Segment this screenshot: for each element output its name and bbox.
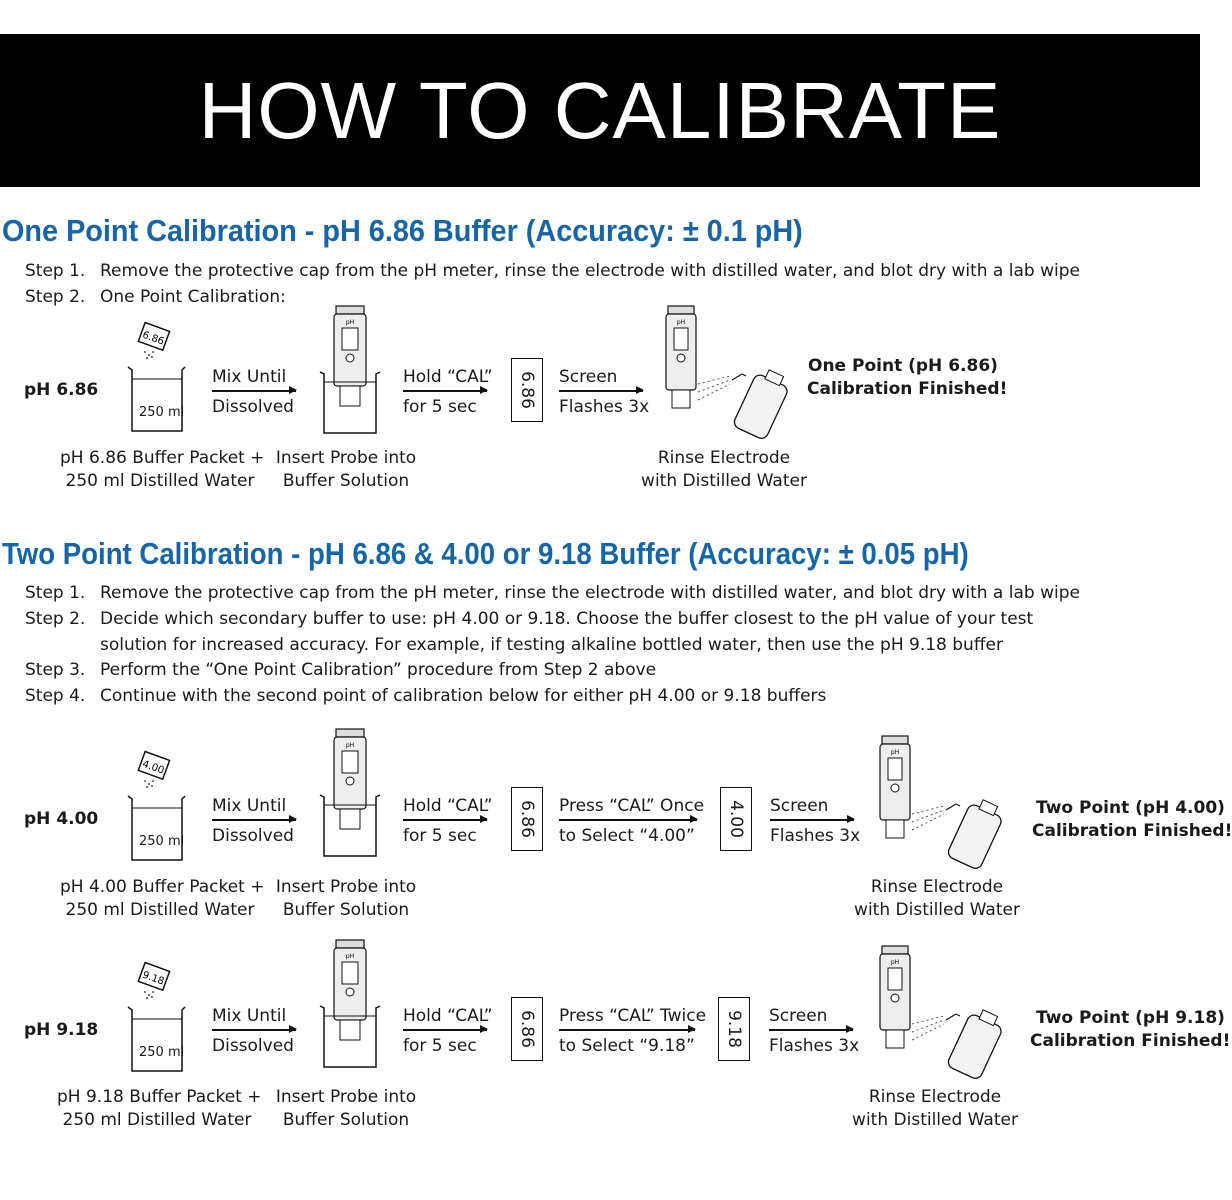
finish-label-2: Calibration Finished!	[1030, 1031, 1231, 1051]
ph-meter-in-beaker-icon	[318, 938, 382, 1070]
one-point-step-2: Step 2. One Point Calibration:	[25, 287, 286, 307]
svg-text:pH: pH	[890, 749, 900, 756]
arrow-right-icon	[403, 1029, 487, 1031]
caption-packet: pH 9.18 Buffer Packet +	[57, 1087, 262, 1107]
ph-meter-in-beaker-icon	[318, 727, 382, 859]
finish-label-2: Calibration Finished!	[807, 379, 1008, 399]
two-point-heading: Two Point Calibration - pH 6.86 & 4.00 or 9.18 Buffer (Accuracy: ± 0.05 pH)	[2, 536, 969, 571]
caption-rinse: Rinse Electrode	[868, 1087, 1002, 1107]
caption-probe: Insert Probe into	[275, 877, 417, 897]
caption-packet: pH 6.86 Buffer Packet +	[60, 448, 265, 468]
caption-probe-2: Buffer Solution	[282, 471, 410, 491]
caption-probe: Insert Probe into	[275, 448, 417, 468]
mix-label-2: Dissolved	[212, 1036, 294, 1056]
beaker-volume-label: 250 ml	[139, 405, 185, 420]
mix-label-2: Dissolved	[212, 826, 294, 846]
svg-text:pH: pH	[345, 953, 355, 960]
svg-text:pH: pH	[345, 742, 355, 749]
display-reading-2: 9.18	[718, 997, 750, 1061]
caption-packet-2: 250 ml Distilled Water	[65, 900, 255, 920]
finish-label: One Point (pH 6.86)	[808, 356, 998, 376]
screen-label: Screen	[769, 1006, 828, 1026]
finish-label: Two Point (pH 9.18)	[1036, 1008, 1225, 1028]
svg-text:pH: pH	[345, 319, 355, 326]
hold-cal-label: Hold “CAL”	[403, 367, 493, 387]
arrow-right-icon	[403, 819, 487, 821]
arrow-right-icon	[212, 390, 296, 392]
buffer-packet-icon	[135, 751, 175, 789]
caption-rinse-2: with Distilled Water	[852, 1110, 1018, 1130]
display-reading: 6.86	[511, 787, 543, 851]
buffer-packet-icon	[135, 322, 175, 360]
press-cal-label-2: to Select “4.00”	[559, 826, 695, 846]
page-title: HOW TO CALIBRATE	[198, 66, 1002, 155]
display-reading-2: 4.00	[720, 787, 752, 851]
arrow-right-icon	[212, 1029, 296, 1031]
mix-label-2: Dissolved	[212, 397, 294, 417]
ph-6-86-label: pH 6.86	[24, 380, 99, 400]
two-point-step-3: Step 3. Perform the “One Point Calibration” procedure from Step 2 above	[25, 660, 657, 680]
caption-probe: Insert Probe into	[275, 1087, 417, 1107]
beaker-volume-label: 250 ml	[139, 834, 185, 849]
two-point-step-1: Step 1. Remove the protective cap from the pH meter, rinse the electrode with distilled water, and blot dry with a lab wipe	[25, 583, 1080, 603]
buffer-packet-icon	[135, 962, 175, 1000]
screen-label-2: Flashes 3x	[770, 826, 861, 846]
arrow-right-icon	[559, 390, 643, 392]
caption-rinse: Rinse Electrode	[870, 877, 1004, 897]
mix-label: Mix Until	[212, 1006, 287, 1026]
two-point-step-2: Step 2. Decide which secondary buffer to use: pH 4.00 or 9.18. Choose the buffer closest to the pH value of your test solution for increased accuracy. For example, if testing alkaline bottled water, then use the pH 9.18 buffer	[25, 609, 1034, 655]
mix-label: Mix Until	[212, 796, 287, 816]
beaker-icon	[126, 794, 186, 864]
arrow-right-icon	[770, 819, 854, 821]
svg-text:pH: pH	[890, 959, 900, 966]
screen-label-2: Flashes 3x	[769, 1036, 860, 1056]
press-cal-label-2: to Select “9.18”	[559, 1036, 695, 1056]
arrow-right-icon	[769, 1029, 853, 1031]
hold-cal-label: Hold “CAL”	[403, 1006, 493, 1026]
caption-packet: pH 4.00 Buffer Packet +	[60, 877, 265, 897]
one-point-heading: One Point Calibration - pH 6.86 Buffer (Accuracy: ± 0.1 pH)	[2, 213, 803, 248]
ph-meter-rinse-icon	[662, 304, 792, 440]
caption-rinse: Rinse Electrode	[657, 448, 791, 468]
ph-meter-rinse-icon	[876, 944, 1006, 1080]
arrow-right-icon	[559, 1029, 695, 1031]
mix-label: Mix Until	[212, 367, 287, 387]
display-reading: 6.86	[511, 358, 543, 422]
hold-cal-label-2: for 5 sec	[403, 397, 477, 417]
svg-text:6.86: 6.86	[140, 329, 166, 348]
caption-probe-2: Buffer Solution	[282, 1110, 410, 1130]
caption-rinse-2: with Distilled Water	[854, 900, 1020, 920]
screen-label: Screen	[559, 367, 618, 387]
hold-cal-label-2: for 5 sec	[403, 826, 477, 846]
finish-label-2: Calibration Finished!	[1032, 821, 1232, 841]
caption-packet-2: 250 ml Distilled Water	[62, 1110, 252, 1130]
ph-meter-rinse-icon	[876, 734, 1006, 870]
svg-text:4.00: 4.00	[140, 758, 166, 777]
screen-label-2: Flashes 3x	[559, 397, 650, 417]
arrow-right-icon	[403, 390, 487, 392]
caption-rinse-2: with Distilled Water	[641, 471, 807, 491]
arrow-right-icon	[559, 819, 697, 821]
beaker-icon	[126, 365, 186, 435]
hold-cal-label-2: for 5 sec	[403, 1036, 477, 1056]
arrow-right-icon	[212, 819, 296, 821]
ph-9-18-label: pH 9.18	[24, 1020, 99, 1040]
ph-4-00-label: pH 4.00	[24, 809, 99, 829]
beaker-volume-label: 250 ml	[139, 1045, 185, 1060]
two-point-step-4: Step 4. Continue with the second point of calibration below for either pH 4.00 or 9.18 buffers	[25, 686, 827, 706]
screen-label: Screen	[770, 796, 829, 816]
caption-probe-2: Buffer Solution	[282, 900, 410, 920]
display-reading: 6.86	[511, 997, 543, 1061]
beaker-icon	[126, 1005, 186, 1075]
one-point-step-1: Step 1. Remove the protective cap from the pH meter, rinse the electrode with distilled water, and blot dry with a lab wipe	[25, 261, 1080, 281]
hold-cal-label: Hold “CAL”	[403, 796, 493, 816]
svg-text:9.18: 9.18	[140, 969, 166, 988]
finish-label: Two Point (pH 4.00)	[1036, 798, 1225, 818]
ph-meter-in-beaker-icon	[318, 304, 382, 436]
press-cal-label: Press “CAL” Once	[559, 796, 705, 816]
press-cal-label: Press “CAL” Twice	[559, 1006, 707, 1026]
caption-packet-2: 250 ml Distilled Water	[65, 471, 255, 491]
svg-text:pH: pH	[676, 319, 686, 326]
